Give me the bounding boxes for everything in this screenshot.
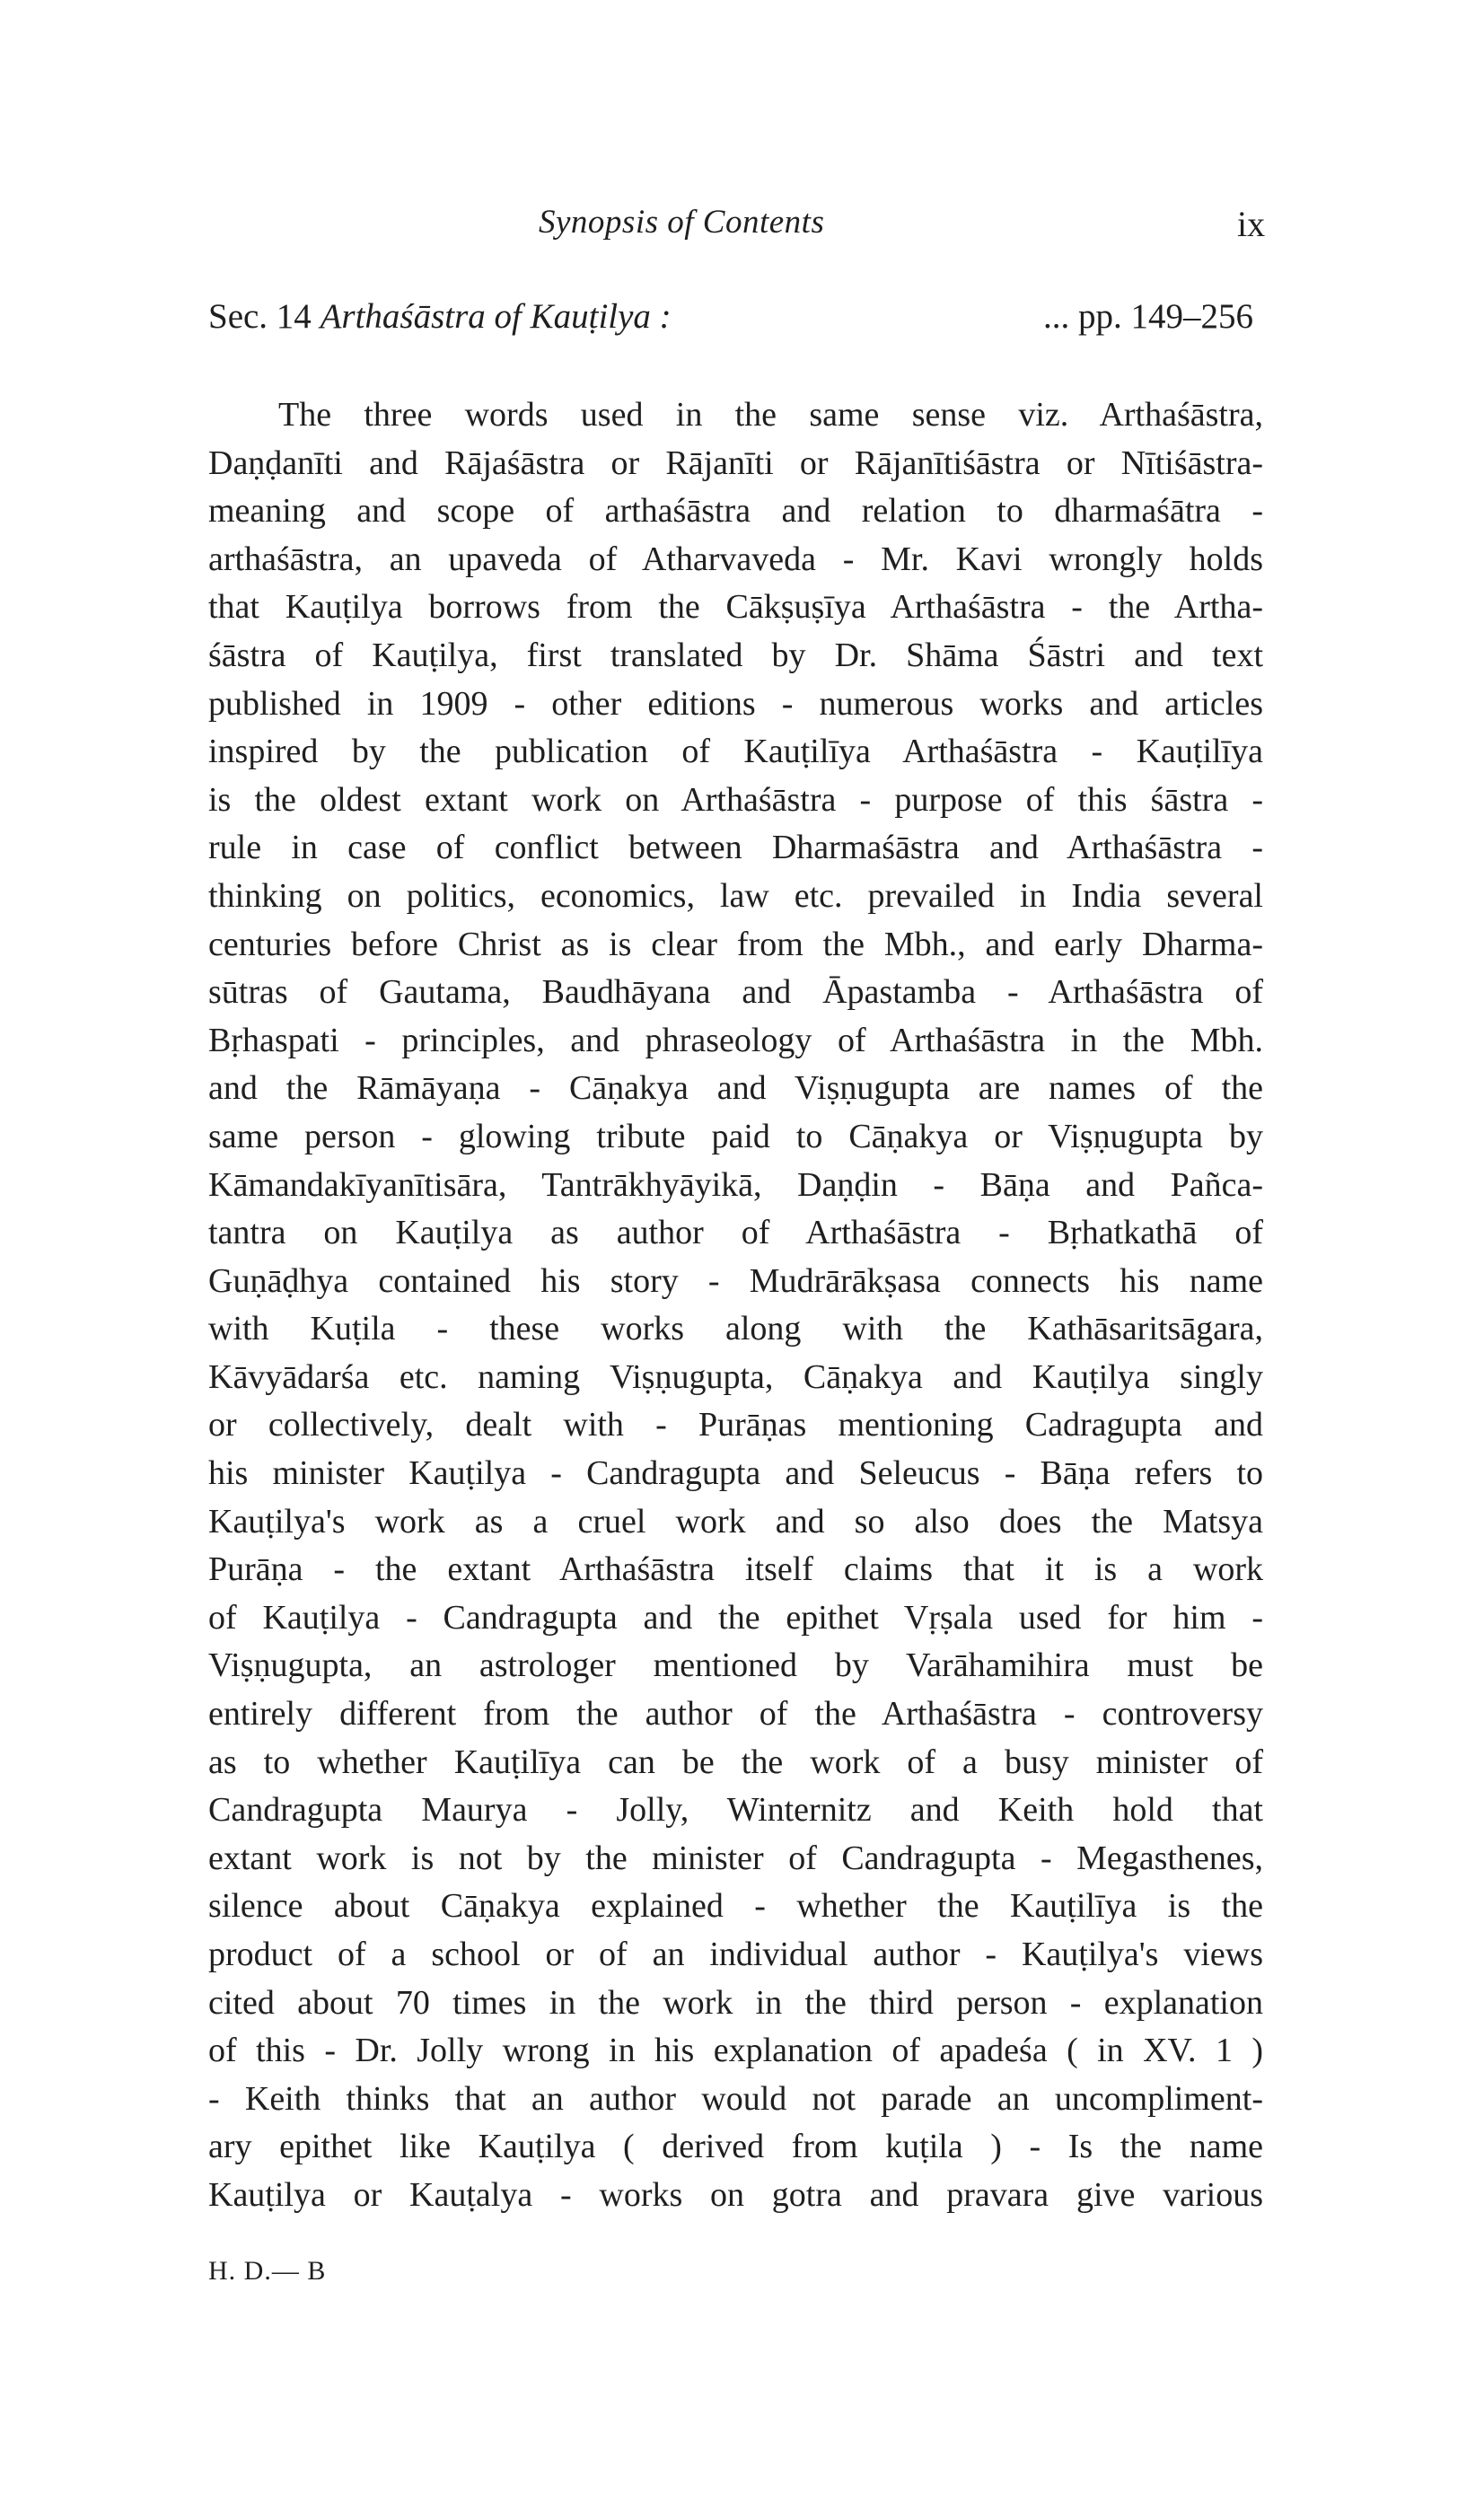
text-line: of Kauṭilya - Candragupta and the epithet Vṛṣala used for him - (208, 1598, 1263, 1637)
text-line: product of a school or of an individual author - Kauṭilya's views (208, 1936, 1263, 1973)
text-line: Kāmandakīyanītisāra, Tantrākhyāyikā, Daṇḍin - Bāṇa and Pañca- (208, 1165, 1263, 1204)
text-line: Candragupta Maurya - Jolly, Winternitz and Keith hold that (208, 1791, 1263, 1830)
text-line: sūtras of Gautama, Baudhāyana and Āpastamba - Arthaśāstra of (208, 973, 1263, 1012)
text-line: same person - glowing tribute paid to Cāṇakya or Viṣṇugupta by (208, 1117, 1263, 1155)
text-line: with Kuṭila - these works along with the Kathāsaritsāgara, (208, 1310, 1263, 1348)
text-line: rule in case of conflict between Dharmaśāstra and Arthaśāstra - (208, 829, 1263, 867)
text-line: entirely different from the author of the Arthaśāstra - controversy (208, 1695, 1263, 1734)
text-line: arthaśāstra, an upaveda of Atharvaveda - Mr. Kavi wrongly holds (208, 540, 1263, 578)
text-line: Kāvyādarśa etc. naming Viṣṇugupta, Cāṇakya and Kauṭilya singly (208, 1357, 1263, 1396)
signature-mark: H. D.— B (208, 2256, 327, 2286)
text-line: Purāṇa - the extant Arthaśāstra itself claims that it is a work (208, 1550, 1263, 1589)
synopsis-paragraph (208, 391, 1263, 2220)
text-line: The three words used in the same sense viz. Arthaśāstra, (278, 396, 1263, 434)
text-line: published in 1909 - other editions - numerous works and articles (208, 684, 1263, 723)
text-line: Bṛhaspati - principles, and phraseology of Arthaśāstra in the Mbh. (208, 1021, 1263, 1059)
text-line: Kauṭilya's work as a cruel work and so also does the Matsya (208, 1502, 1263, 1541)
page-number: ix (1237, 204, 1266, 244)
text-line: ary epithet like Kauṭilya ( derived from kuṭila ) - Is the name (208, 2128, 1263, 2166)
section-title: Arthaśāstra of Kauṭilya : (320, 297, 672, 336)
section-heading (208, 296, 1268, 337)
text-line: cited about 70 times in the work in the third person - explanation (208, 1983, 1263, 2022)
section-label: Sec. 14 (208, 297, 321, 336)
text-line: thinking on politics, economics, law etc. prevailed in India several (208, 876, 1263, 915)
text-line: and the Rāmāyaṇa - Cāṇakya and Viṣṇugupta are names of the (208, 1069, 1263, 1108)
text-line: that Kauṭilya borrows from the Cākṣuṣīya Arthaśāstra - the Artha- (208, 588, 1263, 627)
text-line: is the oldest extant work on Arthaśāstra - purpose of this śāstra - (208, 780, 1263, 819)
text-line: of this - Dr. Jolly wrong in his explanation of apadeśa ( in XV. 1 ) (208, 2032, 1263, 2070)
text-line: Daṇḍanīti and Rājaśāstra or Rājanīti or Rājanītiśāstra or Nītiśāstra- (208, 443, 1263, 482)
text-line: śāstra of Kauṭilya, first translated by Dr. Shāma Śāstri and text (208, 636, 1263, 674)
text-line: - Keith thinks that an author would not parade an uncompliment- (208, 2079, 1263, 2118)
text-line: Viṣṇugupta, an astrologer mentioned by Varāhamihira must be (208, 1646, 1263, 1685)
text-line: meaning and scope of arthaśāstra and relation to dharmaśātra - (208, 492, 1263, 531)
text-line: tantra on Kauṭilya as author of Arthaśāstra - Bṛhatkathā of (208, 1214, 1263, 1252)
running-head-title: Synopsis of Contents (539, 204, 825, 241)
text-line: as to whether Kauṭilīya can be the work of a busy minister of (208, 1743, 1263, 1781)
text-line: Kauṭilya or Kauṭalya - works on gotra and pravara give various (208, 2175, 1263, 2214)
text-line: inspired by the publication of Kauṭilīya Arthaśāstra - Kauṭilīya (208, 733, 1263, 771)
text-line: or collectively, dealt with - Purāṇas mentioning Cadragupta and (208, 1406, 1263, 1444)
text-line: extant work is not by the minister of Candragupta - Megasthenes, (208, 1839, 1263, 1877)
text-line: centuries before Christ as is clear from the Mbh., and early Dharma- (208, 925, 1263, 963)
text-line: his minister Kauṭilya - Candragupta and Seleucus - Bāṇa refers to (208, 1454, 1263, 1493)
section-page-range: ... pp. 149–256 (1043, 297, 1253, 336)
text-line: silence about Cāṇakya explained - whether the Kauṭilīya is the (208, 1887, 1263, 1926)
text-line: Guṇāḍhya contained his story - Mudrārākṣasa connects his name (208, 1261, 1263, 1300)
